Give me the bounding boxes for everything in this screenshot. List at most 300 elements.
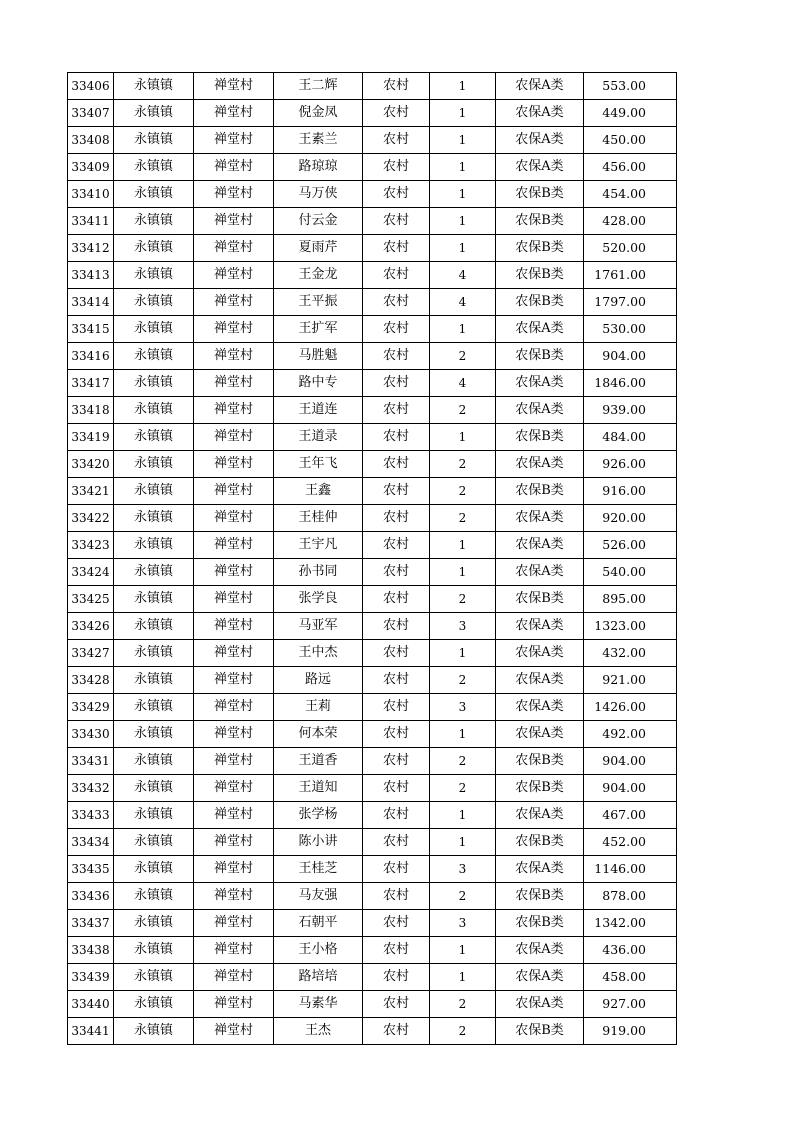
table-row	[68, 262, 677, 289]
amount-cell: 919.00	[584, 1018, 677, 1045]
table-row	[68, 424, 677, 451]
amount-cell: 895.00	[584, 586, 677, 613]
person-name-cell: 王道录	[274, 424, 363, 451]
record-id-cell: 33416	[68, 343, 114, 370]
household-type-cell: 农村	[363, 667, 430, 694]
village-cell: 禅堂村	[194, 505, 274, 532]
record-id-cell: 33440	[68, 991, 114, 1018]
amount-cell: 926.00	[584, 451, 677, 478]
town-cell: 永镇镇	[114, 802, 194, 829]
amount-cell: 450.00	[584, 127, 677, 154]
insurance-category-cell: 农保A类	[496, 100, 584, 127]
insurance-category-cell: 农保B类	[496, 1018, 584, 1045]
village-cell: 禅堂村	[194, 586, 274, 613]
record-id-cell: 33422	[68, 505, 114, 532]
amount-cell: 436.00	[584, 937, 677, 964]
person-name-cell: 马万侠	[274, 181, 363, 208]
table-row	[68, 775, 677, 802]
table-row	[68, 127, 677, 154]
member-count-cell: 4	[430, 262, 496, 289]
member-count-cell: 1	[430, 100, 496, 127]
village-cell: 禅堂村	[194, 640, 274, 667]
village-cell: 禅堂村	[194, 370, 274, 397]
village-cell: 禅堂村	[194, 343, 274, 370]
town-cell: 永镇镇	[114, 370, 194, 397]
village-cell: 禅堂村	[194, 181, 274, 208]
household-type-cell: 农村	[363, 424, 430, 451]
village-cell: 禅堂村	[194, 100, 274, 127]
household-type-cell: 农村	[363, 316, 430, 343]
town-cell: 永镇镇	[114, 289, 194, 316]
insurance-category-cell: 农保B类	[496, 910, 584, 937]
record-id-cell: 33413	[68, 262, 114, 289]
town-cell: 永镇镇	[114, 910, 194, 937]
amount-cell: 927.00	[584, 991, 677, 1018]
town-cell: 永镇镇	[114, 181, 194, 208]
town-cell: 永镇镇	[114, 559, 194, 586]
town-cell: 永镇镇	[114, 1018, 194, 1045]
insurance-category-cell: 农保A类	[496, 559, 584, 586]
insurance-category-cell: 农保A类	[496, 316, 584, 343]
person-name-cell: 王鑫	[274, 478, 363, 505]
person-name-cell: 路中专	[274, 370, 363, 397]
household-type-cell: 农村	[363, 154, 430, 181]
village-cell: 禅堂村	[194, 532, 274, 559]
member-count-cell: 4	[430, 289, 496, 316]
person-name-cell: 王扩军	[274, 316, 363, 343]
village-cell: 禅堂村	[194, 667, 274, 694]
record-id-cell: 33412	[68, 235, 114, 262]
table-row	[68, 73, 677, 100]
insurance-category-cell: 农保B类	[496, 829, 584, 856]
town-cell: 永镇镇	[114, 316, 194, 343]
record-id-cell: 33436	[68, 883, 114, 910]
table-row	[68, 505, 677, 532]
insurance-category-cell: 农保A类	[496, 532, 584, 559]
member-count-cell: 3	[430, 856, 496, 883]
village-cell: 禅堂村	[194, 937, 274, 964]
village-cell: 禅堂村	[194, 262, 274, 289]
household-type-cell: 农村	[363, 127, 430, 154]
table-row	[68, 289, 677, 316]
table-row	[68, 883, 677, 910]
table-row	[68, 721, 677, 748]
insurance-category-cell: 农保A类	[496, 721, 584, 748]
record-id-cell: 33426	[68, 613, 114, 640]
village-cell: 禅堂村	[194, 802, 274, 829]
person-name-cell: 石朝平	[274, 910, 363, 937]
person-name-cell: 王平振	[274, 289, 363, 316]
person-name-cell: 付云金	[274, 208, 363, 235]
amount-cell: 1342.00	[584, 910, 677, 937]
person-name-cell: 张学良	[274, 586, 363, 613]
village-cell: 禅堂村	[194, 829, 274, 856]
village-cell: 禅堂村	[194, 613, 274, 640]
record-id-cell: 33421	[68, 478, 114, 505]
record-id-cell: 33424	[68, 559, 114, 586]
insurance-category-cell: 农保A类	[496, 640, 584, 667]
person-name-cell: 王杰	[274, 1018, 363, 1045]
amount-cell: 920.00	[584, 505, 677, 532]
village-cell: 禅堂村	[194, 1018, 274, 1045]
town-cell: 永镇镇	[114, 262, 194, 289]
amount-cell: 484.00	[584, 424, 677, 451]
member-count-cell: 1	[430, 559, 496, 586]
household-type-cell: 农村	[363, 181, 430, 208]
household-type-cell: 农村	[363, 1018, 430, 1045]
table-row	[68, 154, 677, 181]
town-cell: 永镇镇	[114, 100, 194, 127]
village-cell: 禅堂村	[194, 73, 274, 100]
record-id-cell: 33431	[68, 748, 114, 775]
insurance-category-cell: 农保A类	[496, 964, 584, 991]
amount-cell: 1797.00	[584, 289, 677, 316]
person-name-cell: 王道连	[274, 397, 363, 424]
record-id-cell: 33429	[68, 694, 114, 721]
household-type-cell: 农村	[363, 343, 430, 370]
village-cell: 禅堂村	[194, 208, 274, 235]
amount-cell: 449.00	[584, 100, 677, 127]
person-name-cell: 王小格	[274, 937, 363, 964]
village-cell: 禅堂村	[194, 748, 274, 775]
amount-cell: 458.00	[584, 964, 677, 991]
member-count-cell: 1	[430, 640, 496, 667]
insurance-category-cell: 农保B类	[496, 343, 584, 370]
table-row	[68, 343, 677, 370]
member-count-cell: 3	[430, 910, 496, 937]
member-count-cell: 2	[430, 451, 496, 478]
village-cell: 禅堂村	[194, 964, 274, 991]
person-name-cell: 王莉	[274, 694, 363, 721]
record-id-cell: 33435	[68, 856, 114, 883]
roster-table	[67, 72, 677, 1045]
record-id-cell: 33432	[68, 775, 114, 802]
village-cell: 禅堂村	[194, 559, 274, 586]
member-count-cell: 3	[430, 613, 496, 640]
amount-cell: 467.00	[584, 802, 677, 829]
member-count-cell: 1	[430, 964, 496, 991]
member-count-cell: 2	[430, 586, 496, 613]
household-type-cell: 农村	[363, 856, 430, 883]
person-name-cell: 王中杰	[274, 640, 363, 667]
table-row	[68, 181, 677, 208]
town-cell: 永镇镇	[114, 532, 194, 559]
household-type-cell: 农村	[363, 289, 430, 316]
insurance-category-cell: 农保A类	[496, 802, 584, 829]
table-row	[68, 235, 677, 262]
town-cell: 永镇镇	[114, 640, 194, 667]
person-name-cell: 王金龙	[274, 262, 363, 289]
table-row	[68, 478, 677, 505]
town-cell: 永镇镇	[114, 127, 194, 154]
member-count-cell: 2	[430, 748, 496, 775]
member-count-cell: 1	[430, 721, 496, 748]
record-id-cell: 33423	[68, 532, 114, 559]
record-id-cell: 33411	[68, 208, 114, 235]
household-type-cell: 农村	[363, 532, 430, 559]
person-name-cell: 马素华	[274, 991, 363, 1018]
insurance-category-cell: 农保B类	[496, 289, 584, 316]
person-name-cell: 王素兰	[274, 127, 363, 154]
insurance-category-cell: 农保B类	[496, 208, 584, 235]
person-name-cell: 倪金凤	[274, 100, 363, 127]
table-row	[68, 208, 677, 235]
member-count-cell: 2	[430, 667, 496, 694]
town-cell: 永镇镇	[114, 721, 194, 748]
amount-cell: 553.00	[584, 73, 677, 100]
member-count-cell: 1	[430, 235, 496, 262]
town-cell: 永镇镇	[114, 478, 194, 505]
amount-cell: 916.00	[584, 478, 677, 505]
amount-cell: 904.00	[584, 343, 677, 370]
record-id-cell: 33434	[68, 829, 114, 856]
amount-cell: 526.00	[584, 532, 677, 559]
insurance-category-cell: 农保B类	[496, 883, 584, 910]
village-cell: 禅堂村	[194, 235, 274, 262]
town-cell: 永镇镇	[114, 991, 194, 1018]
person-name-cell: 何本荣	[274, 721, 363, 748]
town-cell: 永镇镇	[114, 613, 194, 640]
household-type-cell: 农村	[363, 775, 430, 802]
person-name-cell: 王年飞	[274, 451, 363, 478]
town-cell: 永镇镇	[114, 397, 194, 424]
member-count-cell: 2	[430, 775, 496, 802]
insurance-category-cell: 农保A类	[496, 667, 584, 694]
amount-cell: 904.00	[584, 775, 677, 802]
member-count-cell: 1	[430, 937, 496, 964]
insurance-category-cell: 农保A类	[496, 613, 584, 640]
record-id-cell: 33439	[68, 964, 114, 991]
village-cell: 禅堂村	[194, 316, 274, 343]
town-cell: 永镇镇	[114, 154, 194, 181]
record-id-cell: 33409	[68, 154, 114, 181]
household-type-cell: 农村	[363, 640, 430, 667]
town-cell: 永镇镇	[114, 208, 194, 235]
household-type-cell: 农村	[363, 262, 430, 289]
table-row	[68, 667, 677, 694]
household-type-cell: 农村	[363, 370, 430, 397]
table-row	[68, 640, 677, 667]
household-type-cell: 农村	[363, 586, 430, 613]
household-type-cell: 农村	[363, 235, 430, 262]
household-type-cell: 农村	[363, 964, 430, 991]
member-count-cell: 4	[430, 370, 496, 397]
member-count-cell: 1	[430, 316, 496, 343]
table-row	[68, 829, 677, 856]
insurance-category-cell: 农保A类	[496, 694, 584, 721]
person-name-cell: 马亚军	[274, 613, 363, 640]
village-cell: 禅堂村	[194, 424, 274, 451]
household-type-cell: 农村	[363, 721, 430, 748]
member-count-cell: 1	[430, 802, 496, 829]
table-row	[68, 451, 677, 478]
amount-cell: 492.00	[584, 721, 677, 748]
person-name-cell: 路琼琼	[274, 154, 363, 181]
table-row	[68, 964, 677, 991]
member-count-cell: 2	[430, 1018, 496, 1045]
record-id-cell: 33417	[68, 370, 114, 397]
person-name-cell: 马友强	[274, 883, 363, 910]
insurance-category-cell: 农保A类	[496, 451, 584, 478]
household-type-cell: 农村	[363, 883, 430, 910]
town-cell: 永镇镇	[114, 235, 194, 262]
insurance-category-cell: 农保B类	[496, 748, 584, 775]
table-row	[68, 559, 677, 586]
town-cell: 永镇镇	[114, 883, 194, 910]
town-cell: 永镇镇	[114, 667, 194, 694]
record-id-cell: 33419	[68, 424, 114, 451]
village-cell: 禅堂村	[194, 910, 274, 937]
household-type-cell: 农村	[363, 100, 430, 127]
record-id-cell: 33425	[68, 586, 114, 613]
household-type-cell: 农村	[363, 559, 430, 586]
table-row	[68, 316, 677, 343]
member-count-cell: 2	[430, 343, 496, 370]
insurance-category-cell: 农保A类	[496, 856, 584, 883]
record-id-cell: 33418	[68, 397, 114, 424]
table-row	[68, 586, 677, 613]
record-id-cell: 33406	[68, 73, 114, 100]
record-id-cell: 33433	[68, 802, 114, 829]
village-cell: 禅堂村	[194, 451, 274, 478]
household-type-cell: 农村	[363, 829, 430, 856]
insurance-category-cell: 农保A类	[496, 937, 584, 964]
household-type-cell: 农村	[363, 451, 430, 478]
person-name-cell: 王宇凡	[274, 532, 363, 559]
member-count-cell: 2	[430, 397, 496, 424]
record-id-cell: 33414	[68, 289, 114, 316]
member-count-cell: 2	[430, 991, 496, 1018]
member-count-cell: 1	[430, 73, 496, 100]
member-count-cell: 3	[430, 694, 496, 721]
record-id-cell: 33410	[68, 181, 114, 208]
member-count-cell: 1	[430, 424, 496, 451]
member-count-cell: 2	[430, 883, 496, 910]
table-row	[68, 1018, 677, 1045]
record-id-cell: 33430	[68, 721, 114, 748]
person-name-cell: 王道知	[274, 775, 363, 802]
record-id-cell: 33408	[68, 127, 114, 154]
amount-cell: 1323.00	[584, 613, 677, 640]
insurance-category-cell: 农保A类	[496, 127, 584, 154]
table-row	[68, 100, 677, 127]
table-row	[68, 748, 677, 775]
member-count-cell: 1	[430, 154, 496, 181]
amount-cell: 456.00	[584, 154, 677, 181]
town-cell: 永镇镇	[114, 586, 194, 613]
member-count-cell: 1	[430, 532, 496, 559]
insurance-category-cell: 农保B类	[496, 235, 584, 262]
village-cell: 禅堂村	[194, 397, 274, 424]
insurance-category-cell: 农保B类	[496, 586, 584, 613]
village-cell: 禅堂村	[194, 721, 274, 748]
record-id-cell: 33441	[68, 1018, 114, 1045]
member-count-cell: 1	[430, 127, 496, 154]
town-cell: 永镇镇	[114, 694, 194, 721]
amount-cell: 428.00	[584, 208, 677, 235]
town-cell: 永镇镇	[114, 505, 194, 532]
insurance-category-cell: 农保A类	[496, 370, 584, 397]
roster-body	[68, 73, 677, 1045]
record-id-cell: 33415	[68, 316, 114, 343]
member-count-cell: 2	[430, 478, 496, 505]
town-cell: 永镇镇	[114, 73, 194, 100]
village-cell: 禅堂村	[194, 478, 274, 505]
town-cell: 永镇镇	[114, 343, 194, 370]
amount-cell: 1761.00	[584, 262, 677, 289]
amount-cell: 540.00	[584, 559, 677, 586]
village-cell: 禅堂村	[194, 883, 274, 910]
person-name-cell: 陈小讲	[274, 829, 363, 856]
household-type-cell: 农村	[363, 937, 430, 964]
town-cell: 永镇镇	[114, 748, 194, 775]
person-name-cell: 王二辉	[274, 73, 363, 100]
household-type-cell: 农村	[363, 748, 430, 775]
insurance-category-cell: 农保B类	[496, 775, 584, 802]
person-name-cell: 王道香	[274, 748, 363, 775]
insurance-category-cell: 农保B类	[496, 262, 584, 289]
record-id-cell: 33428	[68, 667, 114, 694]
amount-cell: 1846.00	[584, 370, 677, 397]
insurance-category-cell: 农保A类	[496, 505, 584, 532]
table-row	[68, 613, 677, 640]
person-name-cell: 路培培	[274, 964, 363, 991]
amount-cell: 921.00	[584, 667, 677, 694]
household-type-cell: 农村	[363, 208, 430, 235]
insurance-category-cell: 农保A类	[496, 154, 584, 181]
person-name-cell: 张学杨	[274, 802, 363, 829]
household-type-cell: 农村	[363, 505, 430, 532]
town-cell: 永镇镇	[114, 829, 194, 856]
village-cell: 禅堂村	[194, 856, 274, 883]
record-id-cell: 33438	[68, 937, 114, 964]
village-cell: 禅堂村	[194, 127, 274, 154]
amount-cell: 878.00	[584, 883, 677, 910]
village-cell: 禅堂村	[194, 694, 274, 721]
amount-cell: 1426.00	[584, 694, 677, 721]
household-type-cell: 农村	[363, 802, 430, 829]
record-id-cell: 33427	[68, 640, 114, 667]
insurance-category-cell: 农保A类	[496, 397, 584, 424]
insurance-category-cell: 农保A类	[496, 73, 584, 100]
insurance-category-cell: 农保B类	[496, 478, 584, 505]
town-cell: 永镇镇	[114, 775, 194, 802]
record-id-cell: 33407	[68, 100, 114, 127]
town-cell: 永镇镇	[114, 424, 194, 451]
amount-cell: 1146.00	[584, 856, 677, 883]
village-cell: 禅堂村	[194, 775, 274, 802]
insurance-category-cell: 农保A类	[496, 991, 584, 1018]
village-cell: 禅堂村	[194, 154, 274, 181]
table-row	[68, 370, 677, 397]
household-type-cell: 农村	[363, 910, 430, 937]
insurance-category-cell: 农保B类	[496, 424, 584, 451]
record-id-cell: 33437	[68, 910, 114, 937]
insurance-category-cell: 农保B类	[496, 181, 584, 208]
table-row	[68, 910, 677, 937]
household-type-cell: 农村	[363, 694, 430, 721]
amount-cell: 454.00	[584, 181, 677, 208]
town-cell: 永镇镇	[114, 964, 194, 991]
table-row	[68, 532, 677, 559]
table-row	[68, 991, 677, 1018]
person-name-cell: 路远	[274, 667, 363, 694]
amount-cell: 939.00	[584, 397, 677, 424]
person-name-cell: 王桂芝	[274, 856, 363, 883]
table-row	[68, 856, 677, 883]
person-name-cell: 王桂仲	[274, 505, 363, 532]
amount-cell: 432.00	[584, 640, 677, 667]
